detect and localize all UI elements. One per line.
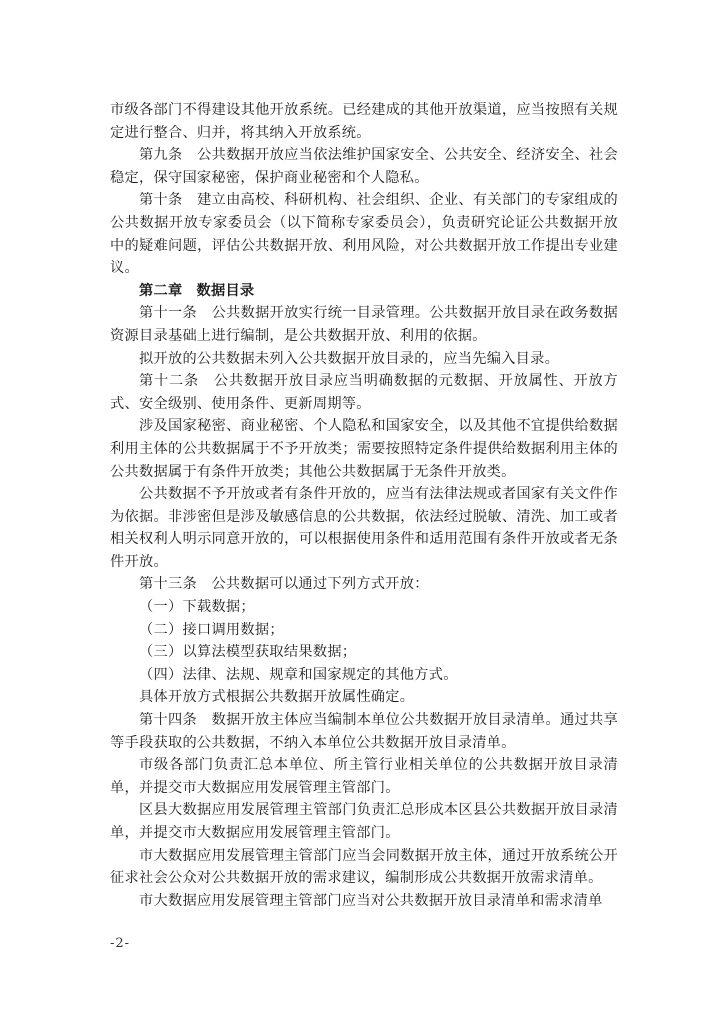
paragraph-article-14-demand: 市大数据应用发展管理主管部门应当会同数据开放主体，通过开放系统公开征求社会公众对公共数据开放的需求建议，编制形成公共数据开放需求清单。 <box>110 847 618 887</box>
list-item-api: （二）接口调用数据； <box>139 621 284 638</box>
paragraph-article-14-city: 市级各部门负责汇总本单位、所主管行业相关单位的公共数据开放目录清单，并提交市大数据应用发展管理主管部门。 <box>110 757 618 796</box>
paragraph-article-12-classification: 涉及国家秘密、商业秘密、个人隐私和国家安全，以及其他不宜提供给数据利用主体的公共数据属于不予开放类；需要按照特定条件提供给数据利用主体的公共数据属于有条件开放类；其他公共数据属于无条件开放类。 <box>110 418 618 480</box>
paragraph-article-14: 第十四条 数据开放主体应当编制本单位公共数据开放目录清单。通过共享等手段获取的公共数据，不纳入本单位公共数据开放目录清单。 <box>110 712 618 751</box>
paragraph-article-14-review: 市大数据应用发展管理主管部门应当对公共数据开放目录清单和需求清单 <box>139 892 603 909</box>
paragraph-article-9: 第九条 公共数据开放应当依法维护国家安全、公共安全、经济安全、社会稳定，保守国家秘密，保护商业秘密和个人隐私。 <box>110 147 618 186</box>
paragraph-article-13: 第十三条 公共数据可以通过下列方式开放： <box>139 576 429 593</box>
list-item-other: （四）法律、法规、规章和国家规定的其他方式。 <box>139 666 458 683</box>
paragraph-article-12-basis: 公共数据不予开放或者有条件开放的，应当有法律法规或者国家有关文件作为依据。非涉密但是涉及敏感信息的公共数据，依法经过脱敏、清洗、加工或者相关权利人明示同意开放的，可以根据使用条件和适用范围有条件开放或者无条件开放。 <box>110 486 618 570</box>
paragraph-article-10: 第十条 建立由高校、科研机构、社会组织、企业、有关部门的专家组成的公共数据开放专家委员会（以下简称专家委员会），负责研究论证公共数据开放中的疑难问题，评估公共数据开放、利用风险，对公共数据开放工作提出专业建议。 <box>110 192 618 277</box>
document-body <box>110 99 618 912</box>
page-number: -2- <box>110 936 131 951</box>
list-item-download: （一）下载数据； <box>139 599 255 616</box>
chapter-title: 数据目录 <box>196 282 255 299</box>
chapter-heading <box>110 280 618 303</box>
list-item-algorithm: （三）以算法模型获取结果数据； <box>139 644 357 661</box>
chapter-number: 第二章 <box>139 282 183 299</box>
paragraph-article-13-method: 具体开放方式根据公共数据开放属性确定。 <box>139 689 415 706</box>
paragraph-article-11: 第十一条 公共数据开放实行统一目录管理。公共数据开放目录在政务数据资源目录基础上进行编制，是公共数据开放、利用的依据。 <box>110 305 618 344</box>
paragraph-article-14-district: 区县大数据应用发展管理主管部门负责汇总形成本区县公共数据开放目录清单，并提交市大数据应用发展管理主管部门。 <box>110 802 618 841</box>
paragraph-article-12: 第十二条 公共数据开放目录应当明确数据的元数据、开放属性、开放方式、安全级别、使用条件、更新周期等。 <box>110 373 618 412</box>
paragraph-article-11-supplement: 拟开放的公共数据未列入公共数据开放目录的，应当先编入目录。 <box>139 350 560 367</box>
paragraph-continuation: 市级各部门不得建设其他开放系统。已经建成的其他开放渠道，应当按照有关规定进行整合、归并，将其纳入开放系统。 <box>110 102 618 141</box>
